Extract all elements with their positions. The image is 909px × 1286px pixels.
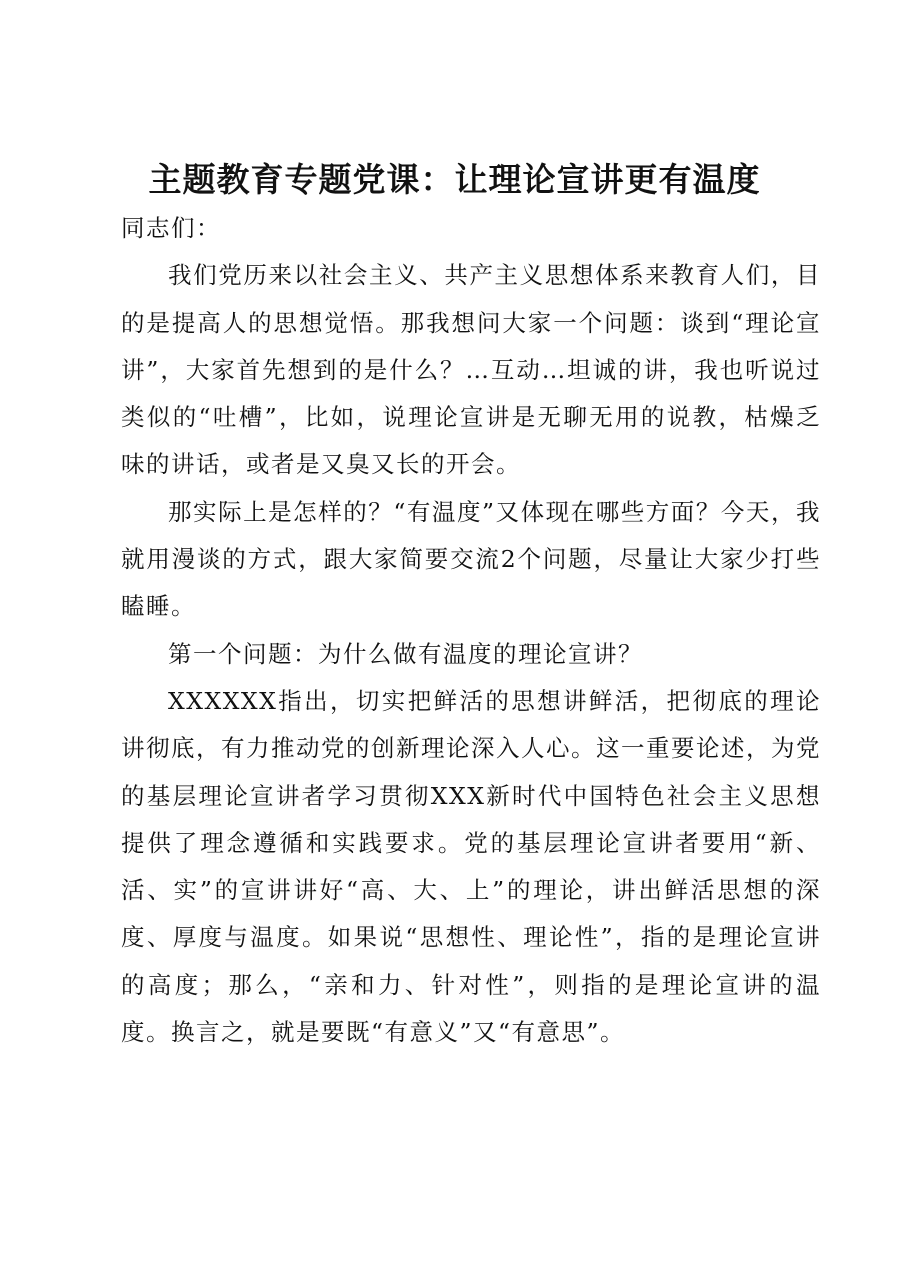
document-body [121,205,821,1056]
paragraph-section-one: XXXXXX指出，切实把鲜活的思想讲鲜活，把彻底的理论讲彻底，有力推动党的创新理论深入人心。这一重要论述，为党的基层理论宣讲者学习贯彻XXX新时代中国特色社会主义思想提供了理念遵循和实践要求。党的基层理论宣讲者要用“新、活、实”的宣讲讲好“高、大、上”的理论，讲出鲜活思想的深度、厚度与温度。如果说“思想性、理论性”，指的是理论宣讲的高度；那么，“亲和力、针对性”，则指的是理论宣讲的温度。换言之，就是要既“有意义”又“有意思”。 [121,686,821,1047]
salutation: 同志们： [121,214,221,242]
section-heading: 第一个问题：为什么做有温度的理论宣讲？ [168,639,643,668]
paragraph-transition: 那实际上是怎样的？“有温度”又体现在哪些方面？今天，我就用漫谈的方式，跟大家简要交流2个问题，尽量让大家少打些瞌睡。 [121,497,821,621]
document-title: 主题教育专题党课：让理论宣讲更有温度 [148,160,761,199]
paragraph-intro: 我们党历来以社会主义、共产主义思想体系来教育人们，目的是提高人的思想觉悟。那我想问大家一个问题：谈到“理论宣讲”，大家首先想到的是什么？…互动…坦诚的讲，我也听说过类似的“吐槽”，比如，说理论宣讲是无聊无用的说教，枯燥乏味的讲话，或者是又臭又长的开会。 [121,261,821,479]
